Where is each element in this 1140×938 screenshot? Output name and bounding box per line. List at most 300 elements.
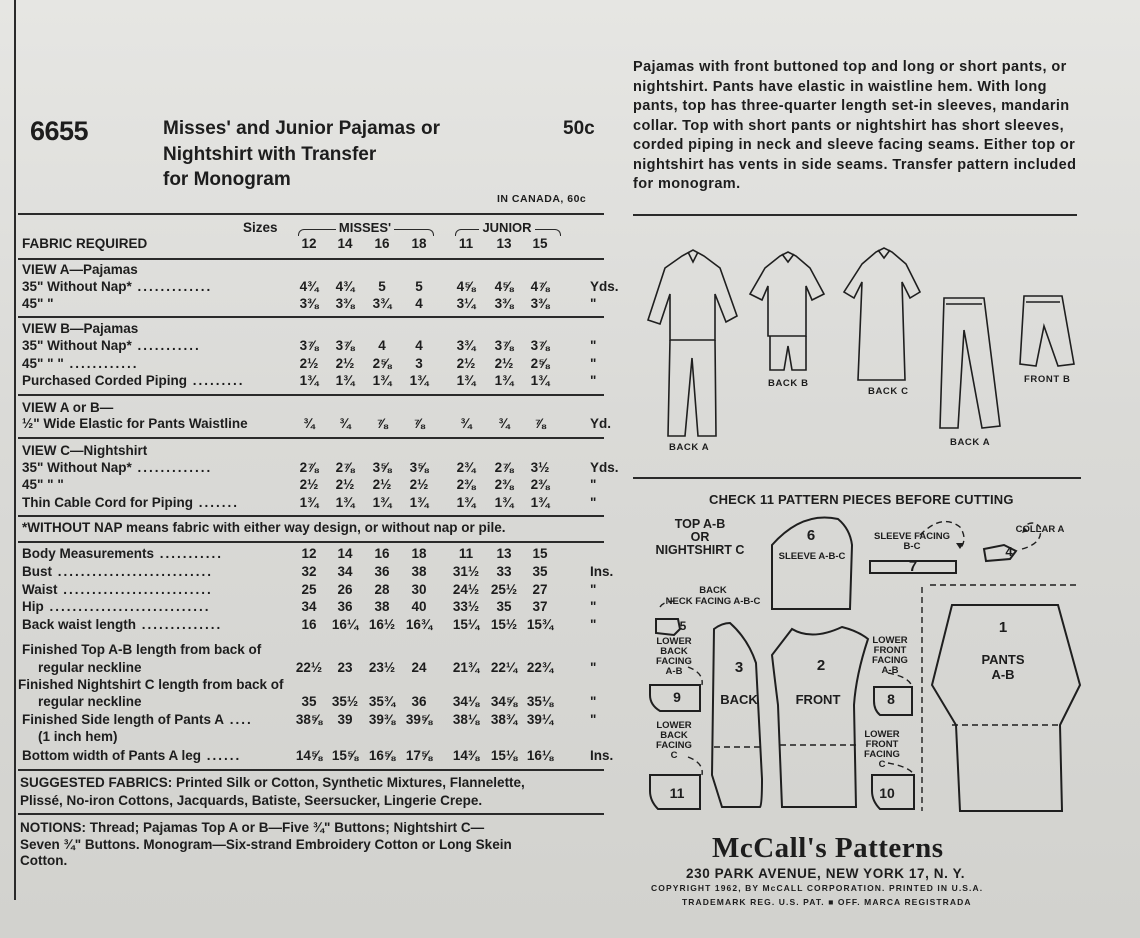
view-b-heading: VIEW B—Pajamas <box>22 321 139 336</box>
cell-value: ¾ <box>303 416 315 431</box>
cell-value: 14 <box>337 546 353 561</box>
cell-value: 2⅝ <box>530 356 550 371</box>
cell-value: 16½ <box>368 617 396 632</box>
row-unit: Ins. <box>590 564 614 579</box>
piece-2-front <box>772 627 868 807</box>
row-label-text: 35" Without Nap* <box>22 460 132 475</box>
row-label <box>22 373 245 388</box>
cell-value: 3⅜ <box>299 296 319 311</box>
cell-value: 3⅝ <box>372 460 392 475</box>
row-unit: Yds. <box>590 460 619 475</box>
cell-value: 2⅞ <box>494 460 514 475</box>
size-14: 14 <box>337 236 353 251</box>
cell-value: 3⅞ <box>494 338 514 353</box>
divider <box>18 769 604 771</box>
leader-dots: ....... <box>193 495 240 510</box>
leader-dots: ........... <box>154 546 224 561</box>
view-c-row <box>22 495 604 513</box>
leader-dots: ......... <box>187 373 245 388</box>
cell-value: 1¾ <box>494 495 514 510</box>
piece-11-number: 11 <box>669 785 685 801</box>
piece-8-name-line: A-B <box>881 665 899 676</box>
row-label-text: Bottom width of Pants A leg <box>22 748 201 763</box>
size-18: 18 <box>411 236 427 251</box>
piece-1-number: 1 <box>998 619 1008 636</box>
cell-value: 15⅛ <box>490 748 518 763</box>
piece-11-name-line: C <box>670 750 678 761</box>
garment-illustrations <box>630 240 1090 460</box>
back-a-pants-figure <box>940 298 1000 428</box>
cell-value: 15¾ <box>526 617 554 632</box>
piece-8-name-line: FACING <box>872 655 908 666</box>
cell-value: 35 <box>496 599 512 614</box>
row-unit: " <box>590 599 597 614</box>
cell-value: 5 <box>378 279 386 294</box>
row-label <box>22 546 223 561</box>
cell-value: 1¾ <box>530 495 550 510</box>
body-measurements-row <box>22 546 604 564</box>
pattern-number: 6655 <box>30 116 89 146</box>
piece-9-name-line: BACK <box>660 646 688 657</box>
divider <box>18 541 604 543</box>
cell-value: 16 <box>301 617 317 632</box>
cell-value: 3⅜ <box>530 296 550 311</box>
cell-value: 34 <box>301 599 317 614</box>
cell-value: 16¾ <box>405 617 433 632</box>
front-b-shorts-figure <box>1020 296 1074 366</box>
piece-5-number: 5 <box>679 619 687 633</box>
cell-value: 2⅜ <box>530 477 550 492</box>
piece-9-name-line: FACING <box>656 656 692 667</box>
cell-value: 22¼ <box>490 660 518 675</box>
cell-value: 3¾ <box>456 338 476 353</box>
cell-value: 4⅝ <box>494 279 514 294</box>
cell-value: 2½ <box>335 356 355 371</box>
cell-value: 4 <box>415 296 423 311</box>
row-label <box>22 416 248 431</box>
cell-value: 30 <box>411 582 427 597</box>
finished-side-line2: (1 inch hem) <box>38 729 118 744</box>
caption-back-a: BACK A <box>669 442 710 453</box>
size-j11: 11 <box>458 236 474 251</box>
row-label-text: 45" " " <box>22 356 64 371</box>
row-label <box>22 582 213 597</box>
cell-value: 15⅝ <box>331 748 359 763</box>
cell-value: 11 <box>458 546 474 561</box>
cell-value: 15¼ <box>452 617 480 632</box>
cell-value: 36 <box>337 599 353 614</box>
piece-2-number: 2 <box>816 657 826 674</box>
without-nap-note: *WITHOUT NAP means fabric with either way design, or without nap or pile. <box>22 520 506 535</box>
row-label-text: 45" " " <box>22 477 64 492</box>
cell-value: 35½ <box>331 694 359 709</box>
piece-11-name-line: FACING <box>656 740 692 751</box>
cell-value: 2⅞ <box>335 460 355 475</box>
row-label-text: 45" " <box>22 296 54 311</box>
cell-value: 1¾ <box>372 495 392 510</box>
piece-1-name-line2: A-B <box>991 667 1015 682</box>
misses-label: MISSES' <box>336 220 394 235</box>
row-label <box>22 279 212 294</box>
cell-value: 4⅝ <box>456 279 476 294</box>
row-label-text: ½" Wide Elastic for Pants Waistline <box>22 416 248 431</box>
view-b-row <box>22 373 604 391</box>
row-unit: " <box>590 477 597 492</box>
row-label-text: Back waist length <box>22 617 137 632</box>
leader-dots: ............. <box>131 279 213 294</box>
row-label-text: Bust <box>22 564 52 579</box>
cell-value: 36 <box>411 694 427 709</box>
leader-dots: .............. <box>136 617 223 632</box>
size-j15: 15 <box>532 236 548 251</box>
row-unit: " <box>590 712 597 727</box>
cell-value: 2½ <box>299 356 319 371</box>
cell-value: ¾ <box>339 416 351 431</box>
cell-value: 14⅝ <box>295 748 323 763</box>
row-unit: " <box>590 617 597 632</box>
leader-dots: ............................ <box>43 599 211 614</box>
title-line-3: for Monogram <box>163 169 291 190</box>
size-12: 12 <box>301 236 317 251</box>
piece-4-number: 4 <box>1005 544 1013 559</box>
caption-back-a-pants: BACK A <box>950 437 991 448</box>
check-pieces-line: CHECK 11 PATTERN PIECES BEFORE CUTTING <box>709 492 1014 507</box>
cell-value: 37 <box>532 599 548 614</box>
back-a-pajama-figure <box>648 250 737 436</box>
cell-value: 16 <box>374 546 390 561</box>
cell-value: 4⅞ <box>530 279 550 294</box>
cell-value: 13 <box>496 546 512 561</box>
canada-price: IN CANADA, 60c <box>497 193 587 205</box>
cell-value: 3¼ <box>456 296 476 311</box>
top-ab-line1: TOP A-B <box>674 517 726 531</box>
cell-value: 2½ <box>299 477 319 492</box>
cell-value: 39⅝ <box>405 712 433 727</box>
row-unit: " <box>590 694 597 709</box>
cell-value: 2⅝ <box>372 356 392 371</box>
cell-value: 3⅞ <box>530 338 550 353</box>
cell-value: 15 <box>532 546 548 561</box>
cell-value: 35 <box>532 564 548 579</box>
row-unit: " <box>590 582 597 597</box>
leader-dots: ...... <box>201 748 242 763</box>
cell-value: 35⅛ <box>526 694 554 709</box>
cell-value: 3½ <box>530 460 550 475</box>
row-label-text: Thin Cable Cord for Piping <box>22 495 193 510</box>
piece-10-name-line: FACING <box>864 749 900 760</box>
caption-back-b: BACK B <box>768 378 809 389</box>
cell-value: 34 <box>337 564 353 579</box>
divider <box>18 437 604 439</box>
divider <box>18 213 604 215</box>
piece-6-number: 6 <box>806 527 816 544</box>
cell-value: 18 <box>411 546 427 561</box>
cell-value: 38 <box>411 564 427 579</box>
title-line-1: Misses' and Junior Pajamas or <box>163 118 440 139</box>
sizes-label: Sizes <box>243 220 278 235</box>
pattern-description: Pajamas with front buttoned top and long or short pants, or nightshirt. Pants have elastic in waistline hem. With long pants, top has three-quarter length set-in sleeves, mandarin collar. Top with short pants or nightshirt has short sleeves, corded piping in neck and sleeve facing seams. Either top or nightshirt has vents in side seams. Transfer pattern included for monogram. <box>633 59 1077 192</box>
piece-2-name: FRONT <box>795 692 841 707</box>
cell-value: 33½ <box>452 599 480 614</box>
cell-value: 1¾ <box>530 373 550 388</box>
view-c-row <box>22 460 619 478</box>
row-label-text: Body Measurements <box>22 546 155 561</box>
leader-dots: .... <box>224 712 253 727</box>
piece-5-name <box>654 585 772 607</box>
cell-value: 12 <box>301 546 317 561</box>
cell-value: 35 <box>301 694 317 709</box>
piece-6-name: SLEEVE A-B-C <box>778 551 846 562</box>
cell-value: 24 <box>411 660 427 675</box>
divider <box>18 258 604 260</box>
divider <box>18 813 604 815</box>
piece-11-name-line: LOWER <box>656 720 692 731</box>
piece-7-name <box>864 532 960 552</box>
piece-7-name-line1: SLEEVE FACING <box>873 531 950 542</box>
cell-value: 1¾ <box>335 495 355 510</box>
cell-value: 16⅝ <box>368 748 396 763</box>
measurement-row <box>22 599 604 617</box>
cell-value: 2⅜ <box>494 477 514 492</box>
row-unit: " <box>590 296 597 311</box>
cell-value: 27 <box>532 582 548 597</box>
piece-11-name <box>650 721 698 761</box>
size-j13: 13 <box>496 236 512 251</box>
row-unit: " <box>590 356 597 371</box>
finished-nightshirt-line1: Finished Nightshirt C length from back of <box>18 677 284 692</box>
piece-8-number: 8 <box>887 691 895 707</box>
cell-value: ⅞ <box>376 416 388 431</box>
leader-dots: ............ <box>63 356 139 371</box>
piece-4-name: COLLAR A <box>1015 524 1065 535</box>
piece-1-name <box>968 652 1038 682</box>
piece-10-name <box>858 730 906 770</box>
divider <box>18 394 604 396</box>
piece-3-number: 3 <box>734 659 744 676</box>
suggested-fabrics-line1: SUGGESTED FABRICS: Printed Silk or Cotton, Synthetic Mixtures, Flannelette, <box>20 775 525 790</box>
piece-10-name-line: C <box>878 759 886 770</box>
cell-value: ¾ <box>460 416 472 431</box>
cell-value: 1¾ <box>409 373 429 388</box>
cell-value: 3⅞ <box>299 338 319 353</box>
suggested-fabrics-line2: Plissé, No-iron Cottons, Jacquards, Batiste, Seersucker, Lingerie Crepe. <box>20 793 483 808</box>
divider <box>18 316 604 318</box>
junior-bracket <box>455 221 559 237</box>
back-b-figure <box>750 252 824 370</box>
cell-value: 3¾ <box>372 296 392 311</box>
row-label <box>22 748 241 763</box>
row-label <box>22 564 213 579</box>
cell-value: 38¾ <box>490 712 518 727</box>
row-unit: Yds. <box>590 279 619 294</box>
cell-value: 2¾ <box>456 460 476 475</box>
finished-top-line2: regular neckline <box>38 660 142 675</box>
junior-label: JUNIOR <box>479 220 534 235</box>
leader-dots: ........... <box>131 338 201 353</box>
view-c-row <box>22 477 604 495</box>
cell-value: 28 <box>374 582 390 597</box>
price: 50c <box>563 118 595 139</box>
cell-value: 39¼ <box>526 712 554 727</box>
cell-value: 2½ <box>494 356 514 371</box>
view-b-row <box>22 338 604 356</box>
caption-back-c: BACK C <box>868 386 909 397</box>
piece-10-number: 10 <box>879 785 895 801</box>
piece-10-name-line: LOWER <box>864 729 900 740</box>
view-ab-heading: VIEW A or B— <box>22 400 114 415</box>
piece-9-name <box>650 637 698 677</box>
cell-value: 1¾ <box>299 373 319 388</box>
cell-value: 17⅝ <box>405 748 433 763</box>
caption-front-b: FRONT B <box>1024 374 1071 385</box>
top-ab-line2: OR <box>690 530 710 544</box>
cell-value: ⅞ <box>413 416 425 431</box>
row-unit: Yd. <box>590 416 612 431</box>
row-label <box>22 356 139 371</box>
row-label <box>22 296 54 311</box>
leader-dots: ............. <box>131 460 213 475</box>
title-line-2: Nightshirt with Transfer <box>163 144 377 165</box>
row-label <box>22 338 201 353</box>
cell-value: 15½ <box>490 617 518 632</box>
cell-value: 24½ <box>452 582 480 597</box>
piece-8-name-line: FRONT <box>873 645 907 656</box>
cell-value: 38⅛ <box>452 712 480 727</box>
row-unit: " <box>590 660 597 675</box>
row-label <box>22 460 212 475</box>
piece-9-name-line: A-B <box>665 666 683 677</box>
notions-line3: Cotton. <box>20 853 68 868</box>
cell-value: 2½ <box>335 477 355 492</box>
cell-value: 39⅜ <box>368 712 396 727</box>
leader-dots: ........................... <box>52 564 214 579</box>
piece-1-name-line1: PANTS <box>981 652 1025 667</box>
piece-11-name-line: BACK <box>660 730 688 741</box>
cell-value: 1¾ <box>456 495 476 510</box>
view-a-row <box>22 296 604 314</box>
cell-value: 16⅛ <box>526 748 554 763</box>
cell-value: 2⅜ <box>456 477 476 492</box>
cell-value: 40 <box>411 599 427 614</box>
cell-value: ¾ <box>498 416 510 431</box>
cell-value: 31½ <box>452 564 480 579</box>
cell-value: 3 <box>415 356 423 371</box>
row-label <box>22 477 64 492</box>
left-margin-line <box>14 0 16 900</box>
cell-value: 34⅝ <box>490 694 518 709</box>
back-c-figure <box>844 248 920 380</box>
cell-value: 1¾ <box>456 373 476 388</box>
cell-value: 5 <box>415 279 423 294</box>
cell-value: 3⅜ <box>335 296 355 311</box>
view-a-row <box>22 279 619 297</box>
sizes-row <box>22 236 604 254</box>
cell-value: 25 <box>301 582 317 597</box>
cell-value: 26 <box>337 582 353 597</box>
divider <box>633 477 1081 479</box>
cell-value: 35¾ <box>368 694 396 709</box>
cell-value: 4 <box>378 338 386 353</box>
cell-value: 34⅛ <box>452 694 480 709</box>
cell-value: 1¾ <box>494 373 514 388</box>
finished-top-line1: Finished Top A-B length from back of <box>22 642 262 657</box>
cell-value: 25½ <box>490 582 518 597</box>
view-b-row <box>22 356 604 374</box>
cell-value: 2½ <box>456 356 476 371</box>
brand-name: McCall's Patterns <box>712 832 944 864</box>
piece-5-name-line2: NECK FACING A-B-C <box>665 596 761 607</box>
brand-address: 230 PARK AVENUE, NEW YORK 17, N. Y. <box>686 866 966 881</box>
piece-7-name-line2: B-C <box>903 541 921 552</box>
cell-value: 4 <box>415 338 423 353</box>
piece-8-name-line: LOWER <box>872 635 908 646</box>
notions-line1: NOTIONS: Thread; Pajamas Top A or B—Five ¾" Buttons; Nightshirt C— <box>20 820 485 835</box>
row-unit: " <box>590 373 597 388</box>
cell-value: 22¾ <box>526 660 554 675</box>
cell-value: 39 <box>337 712 353 727</box>
row-label-text: Finished Side length of Pants A <box>22 712 225 727</box>
cell-value: 38 <box>374 599 390 614</box>
cell-value: 36 <box>374 564 390 579</box>
cell-value: 23½ <box>368 660 396 675</box>
cell-value: 2½ <box>372 477 392 492</box>
size-16: 16 <box>374 236 390 251</box>
cell-value: 2⅞ <box>299 460 319 475</box>
piece-3-name: BACK <box>720 692 758 707</box>
divider <box>633 214 1077 216</box>
top-ab-line3: NIGHTSHIRT C <box>655 543 745 557</box>
leader-dots: .......................... <box>57 582 213 597</box>
copyright-line: COPYRIGHT 1962, BY McCALL CORPORATION. PRINTED IN U.S.A. <box>651 883 984 893</box>
finished-nightshirt-line2: regular neckline <box>38 694 142 709</box>
cell-value: 23 <box>337 660 353 675</box>
cell-value: 1¾ <box>409 495 429 510</box>
view-c-heading: VIEW C—Nightshirt <box>22 443 148 458</box>
cell-value: 14⅜ <box>452 748 480 763</box>
cell-value: 1¾ <box>299 495 319 510</box>
finished-side-row <box>22 712 604 730</box>
cell-value: 33 <box>496 564 512 579</box>
divider <box>18 515 604 517</box>
row-label-text: Hip <box>22 599 44 614</box>
measurement-row <box>22 564 614 582</box>
cell-value: 1¾ <box>335 373 355 388</box>
piece-9-name-line: LOWER <box>656 636 692 647</box>
cell-value: 1¾ <box>372 373 392 388</box>
misses-bracket <box>298 221 432 237</box>
piece-9-number: 9 <box>673 689 681 705</box>
cell-value: 38⅝ <box>295 712 323 727</box>
measurement-row <box>22 617 604 635</box>
row-unit: " <box>590 338 597 353</box>
row-unit: " <box>590 495 597 510</box>
piece-5-name-line1: BACK <box>699 585 727 596</box>
row-label-text: 35" Without Nap* <box>22 338 132 353</box>
row-label <box>22 495 239 510</box>
trademark-line: TRADEMARK REG. U.S. PAT. ■ OFF. MARCA REGISTRADA <box>682 897 972 907</box>
fabric-required-label: FABRIC REQUIRED <box>22 236 148 251</box>
row-unit: Ins. <box>590 748 614 763</box>
view-a-heading: VIEW A—Pajamas <box>22 262 138 277</box>
row-label <box>22 712 253 727</box>
cell-value: 21¾ <box>452 660 480 675</box>
cell-value: 3⅞ <box>335 338 355 353</box>
piece-7-number: 7 <box>908 558 918 575</box>
cell-value: 4¾ <box>299 279 319 294</box>
row-label-text: Purchased Corded Piping <box>22 373 188 388</box>
cell-value: 3⅜ <box>494 296 514 311</box>
piece-10-name-line: FRONT <box>865 739 899 750</box>
